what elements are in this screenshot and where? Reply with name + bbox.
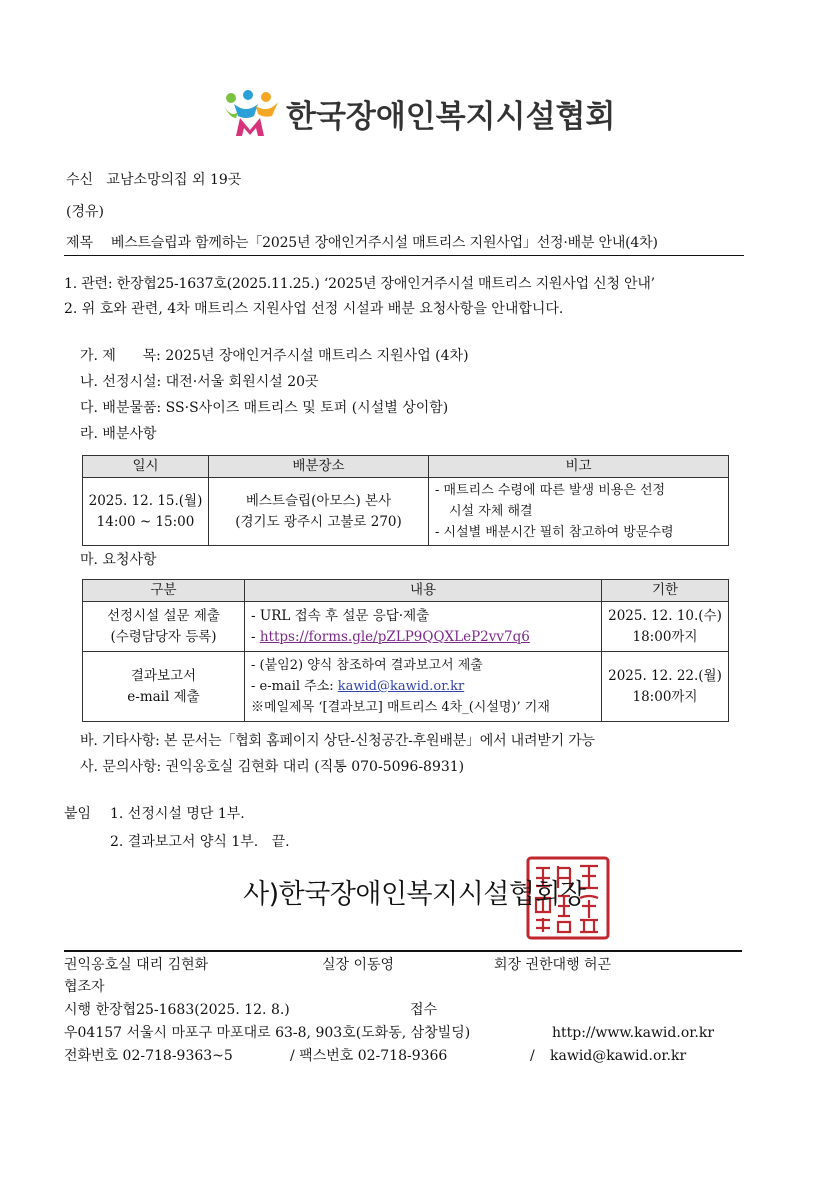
table-header: 비고 (429, 456, 729, 478)
footer-website[interactable]: http://www.kawid.or.kr (552, 1025, 715, 1041)
item-ga-label: 가. 제 (80, 348, 116, 364)
footer-divider (64, 950, 742, 952)
footer-staff-1: 권익옹호실 대리 김현화 (64, 957, 209, 973)
org-logo (222, 88, 615, 138)
body-item-2: 2. 위 호와 관련, 4차 매트리스 지원사업 선정 시설과 배분 요청사항을 안내합니다. (64, 301, 564, 317)
subject (66, 233, 658, 253)
table-cell-place: 베스트슬립(아모스) 본사 (경기도 광주시 고불로 270) (209, 478, 429, 546)
attachment-item-2: 2. 결과보고서 양식 1부. 끝. (110, 834, 290, 850)
recipient-label: 수신 (66, 172, 94, 188)
footer-issue: 시행 한장협25-1683(2025. 12. 8.) (64, 1002, 290, 1018)
via: (경유) (66, 204, 104, 220)
item-ba: 바. 기타사항: 본 문서는「협회 홈페이지 상단-신청공간-후원배분」에서 내려받기 가능 (80, 733, 595, 749)
item-ga-value: 2025년 장애인거주시설 매트리스 지원사업 (4차) (165, 348, 469, 364)
table-row (83, 602, 729, 652)
people-logo-icon (222, 88, 280, 138)
item-da: 다. 배분물품: SS·S사이즈 매트리스 및 토퍼 (시설별 상이함) (80, 400, 449, 416)
body-item-1: 1. 관련: 한장협25-1637호(2025.11.25.) ‘2025년 장애인거주시설 매트리스 지원사업 신청 안내’ (64, 276, 655, 292)
item-na: 나. 선정시설: 대전·서울 회원시설 20곳 (80, 374, 319, 390)
footer-phone: 전화번호 02-718-9363~5 (64, 1048, 233, 1064)
subject-divider (64, 255, 744, 256)
table-header: 기한 (602, 580, 729, 602)
footer-address: 우04157 서울시 마포구 마포대로 63-8, 903호(도화동, 삼창빌딩) (64, 1025, 471, 1041)
recipient (66, 170, 241, 190)
distribution-table (82, 455, 729, 546)
footer-fax: / 팩스번호 02-718-9366 (290, 1048, 448, 1064)
table-cell-category: 선정시설 설문 제출 (수령담당자 등록) (83, 602, 245, 652)
org-logo-text: 한국장애인복지시설협회 (286, 98, 616, 135)
table-cell-note: - 매트리스 수령에 따른 발생 비용은 선정 시설 자체 해결 - 시설별 배분시간 필히 참고하여 방문수령 (429, 478, 729, 546)
subject-label: 제목 (66, 235, 94, 251)
table-cell-content: - URL 접속 후 설문 응답·제출 - https://forms.gle/pZLP9QQXLeP2vv7q6 (245, 602, 602, 652)
sender-name: 사)한국장애인복지시설협회장 (243, 879, 586, 910)
table-header: 배분장소 (209, 456, 429, 478)
survey-link[interactable]: https://forms.gle/pZLP9QQXLeP2vv7q6 (259, 628, 530, 645)
item-sa: 사. 문의사항: 권익옹호실 김현화 대리 (직통 070-5096-8931) (80, 759, 465, 775)
table-header: 구분 (83, 580, 245, 602)
footer-coop: 협조자 (64, 979, 105, 995)
end-mark: 끝. (271, 834, 290, 850)
table-cell-date: 2025. 12. 15.(월) 14:00 ~ 15:00 (83, 478, 209, 546)
item-ra: 라. 배분사항 (80, 426, 157, 442)
subject-value: 베스트슬립과 함께하는「2025년 장애인거주시설 매트리스 지원사업」선정·배분 안내(4차) (110, 235, 658, 251)
table-cell-due: 2025. 12. 22.(월) 18:00까지 (602, 652, 729, 722)
footer-staff-3: 회장 권한대행 허곤 (494, 957, 612, 973)
table-cell-content: - (붙임2) 양식 참조하여 결과보고서 제출 - e-mail 주소: kawid@kawid.or.kr ※메일제목 ‘[결과보고] 매트리스 4차_(시설명)’ 기재 (245, 652, 602, 722)
item-ga-label2: 목: (142, 348, 161, 364)
table-cell-category: 결과보고서 e-mail 제출 (83, 652, 245, 722)
table-cell-due: 2025. 12. 10.(수) 18:00까지 (602, 602, 729, 652)
request-table (82, 579, 729, 722)
email-link[interactable]: kawid@kawid.or.kr (337, 679, 465, 694)
footer-email[interactable]: kawid@kawid.or.kr (550, 1048, 687, 1064)
footer-email-separator: / (530, 1048, 535, 1064)
recipient-value: 교남소망의집 외 19곳 (106, 172, 242, 188)
attachment-item-1: 1. 선정시설 명단 1부. (110, 806, 245, 822)
footer-receipt: 접수 (410, 1002, 438, 1018)
attachment-label: 붙임 (64, 806, 92, 822)
table-row (83, 652, 729, 722)
table-header: 내용 (245, 580, 602, 602)
footer-staff-2: 실장 이동영 (322, 957, 395, 973)
item-ma: 마. 요청사항 (80, 552, 157, 568)
item-ga (80, 346, 469, 366)
table-header: 일시 (83, 456, 209, 478)
